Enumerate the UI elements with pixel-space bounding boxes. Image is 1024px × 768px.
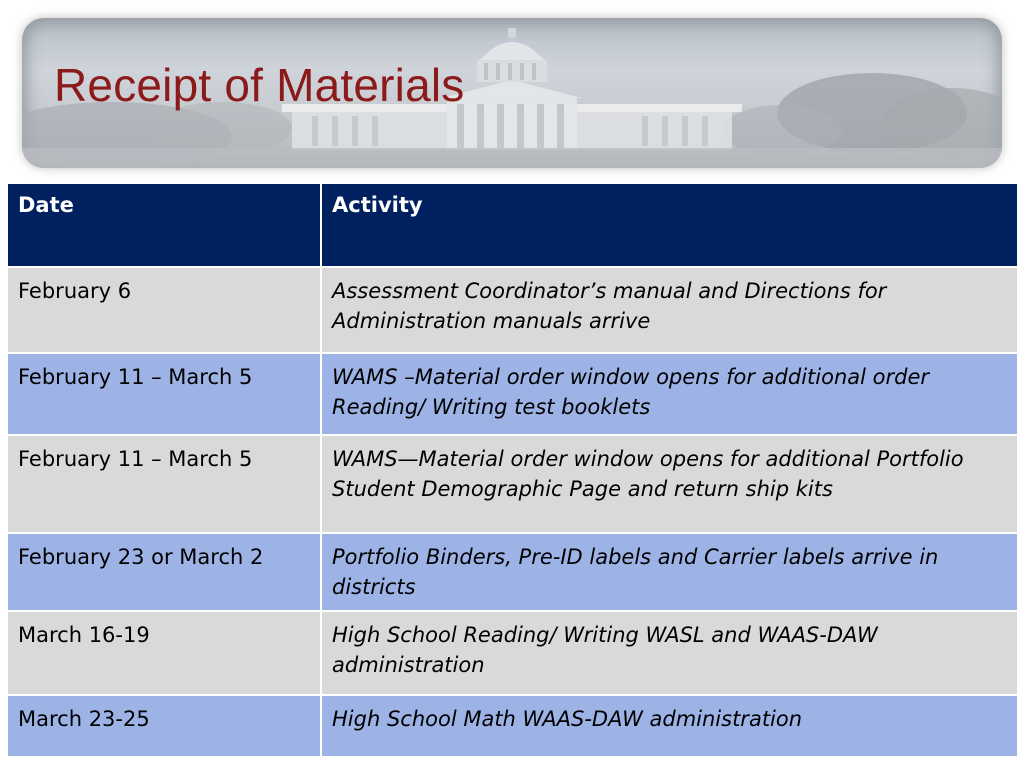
column-header-activity: Activity	[321, 183, 1018, 267]
date-cell: March 16-19	[7, 611, 321, 695]
activity-cell: WAMS –Material order window opens for additional order Reading/ Writing test booklets	[321, 353, 1018, 435]
date-cell: February 6	[7, 267, 321, 353]
materials-schedule-table	[6, 182, 1019, 758]
table-row	[7, 353, 1018, 435]
date-cell: February 11 – March 5	[7, 353, 321, 435]
table-row	[7, 267, 1018, 353]
activity-cell: WAMS—Material order window opens for additional Portfolio Student Demographic Page and return ship kits	[321, 435, 1018, 533]
column-header-date: Date	[7, 183, 321, 267]
table-row	[7, 533, 1018, 611]
activity-cell: Assessment Coordinator’s manual and Directions for Administration manuals arrive	[321, 267, 1018, 353]
date-cell: February 11 – March 5	[7, 435, 321, 533]
activity-cell: High School Math WAAS-DAW administration	[321, 695, 1018, 757]
table-header-row	[7, 183, 1018, 267]
table-row	[7, 435, 1018, 533]
date-cell: March 23-25	[7, 695, 321, 757]
activity-cell: High School Reading/ Writing WASL and WAAS-DAW administration	[321, 611, 1018, 695]
activity-cell: Portfolio Binders, Pre-ID labels and Carrier labels arrive in districts	[321, 533, 1018, 611]
date-cell: February 23 or March 2	[7, 533, 321, 611]
slide-title: Receipt of Materials	[54, 59, 465, 111]
table-row	[7, 611, 1018, 695]
table-row	[7, 695, 1018, 757]
